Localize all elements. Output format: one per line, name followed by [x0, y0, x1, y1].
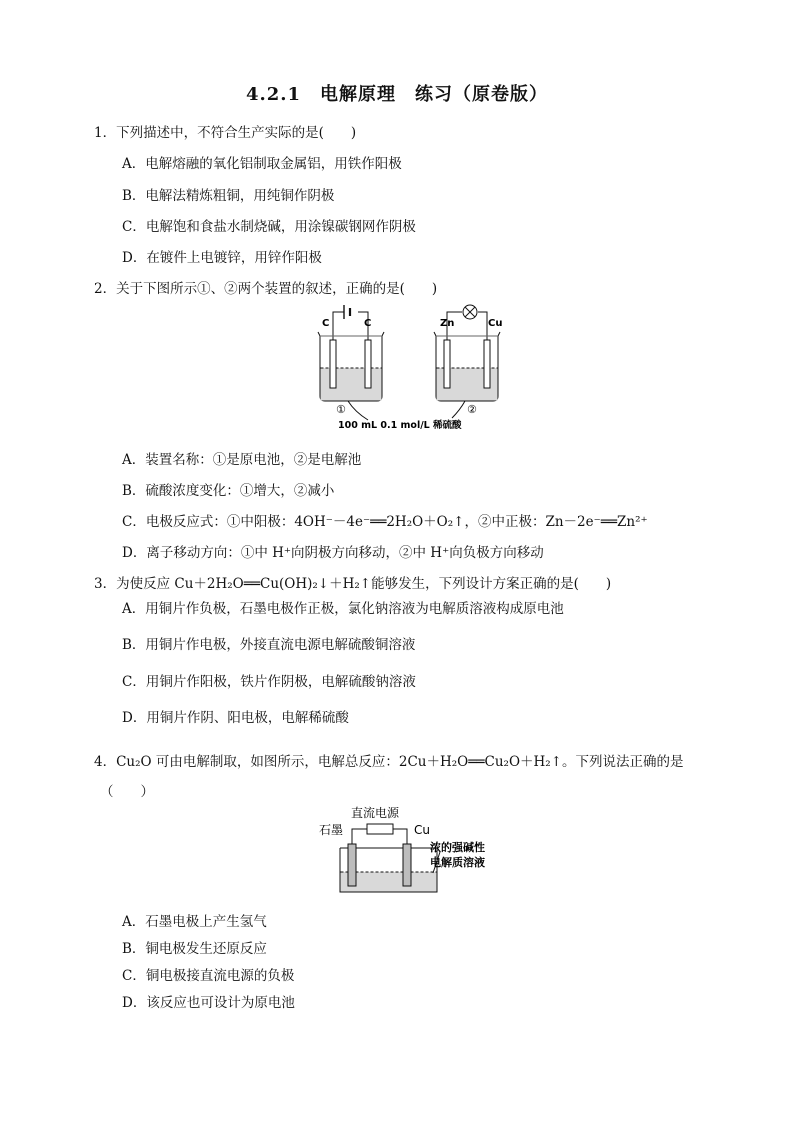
question-1-option-d: D．在镀件上电镀锌，用锌作阳极 [122, 250, 322, 266]
question-3-option-b: B．用铜片作电极，外接直流电源电解硫酸铜溶液 [122, 637, 416, 653]
graphite-electrode-label: 石墨 [319, 823, 344, 837]
device-1-label: ① [336, 403, 346, 416]
cu-electrode-label: Cu [414, 823, 430, 837]
question-1-option-a: A．电解熔融的氧化铝制取金属铝，用铁作阳极 [122, 156, 402, 172]
question-3-stem: 3．为使反应 Cu＋2H₂O══Cu(OH)₂↓＋H₂↑能够发生，下列设计方案正确的是( ) [94, 576, 612, 592]
device-1-left-electrode-label: C [322, 318, 330, 329]
question-1-option-c: C．电解饱和食盐水制烧碱，用涂镍碳钢网作阴极 [122, 219, 416, 235]
question-3-option-c: C．用铜片作阳极，铁片作阴极，电解硫酸钠溶液 [122, 674, 416, 690]
electrochemical-devices-figure [300, 300, 510, 436]
question-3-option-a: A．用铜片作负极，石墨电极作正极，氯化钠溶液为电解质溶液构成原电池 [122, 601, 564, 617]
question-2-option-c: C．电极反应式：①中阳极：4OH⁻－4e⁻══2H₂O＋O₂↑，②中正极：Zn－2e⁻══Zn²⁺ [122, 514, 648, 530]
question-4-option-a: A．石墨电极上产生氢气 [122, 914, 267, 930]
figure-caption: 100 mL 0.1 mol/L 稀硫酸 [338, 420, 462, 431]
electrolysis-apparatus-figure [315, 800, 505, 900]
question-2-option-b: B．硫酸浓度变化：①增大，②减小 [122, 483, 335, 499]
device-2-label: ② [467, 403, 477, 416]
power-supply-label: 直流电源 [351, 806, 400, 820]
question-3-option-d: D．用铜片作阴、阳电极，电解稀硫酸 [122, 710, 349, 726]
question-2-option-d: D．离子移动方向：①中 H⁺向阴极方向移动，②中 H⁺向负极方向移动 [122, 545, 544, 561]
device-1-right-electrode-label: C [364, 318, 372, 329]
question-4-option-d: D．该反应也可设计为原电池 [122, 995, 295, 1011]
electrolyte-label-line-2: 电解质溶液 [430, 856, 485, 869]
question-1-stem: 1．下列描述中，不符合生产实际的是( ) [94, 125, 357, 141]
page-title: 4.2.1 电解原理 练习（原卷版） [245, 84, 549, 105]
question-4-stem: 4．Cu₂O 可由电解制取，如图所示，电解总反应：2Cu＋H₂O══Cu₂O＋H₂↑。下列说法正确的是 [94, 754, 684, 770]
question-4-stem-answer-blank: （ ） [100, 784, 154, 800]
question-4-option-c: C．铜电极接直流电源的负极 [122, 968, 295, 984]
question-1-option-b: B．电解法精炼粗铜，用纯铜作阴极 [122, 188, 335, 204]
zn-electrode-label: Zn [440, 318, 455, 329]
cu-electrode-label: Cu [488, 318, 503, 329]
electrolyte-label-line-1: 浓的强碱性 [430, 841, 485, 854]
question-2-option-a: A．装置名称：①是原电池，②是电解池 [122, 452, 362, 468]
question-4-option-b: B．铜电极发生还原反应 [122, 941, 267, 957]
question-2-stem: 2．关于下图所示①、②两个装置的叙述，正确的是( ) [94, 281, 438, 297]
